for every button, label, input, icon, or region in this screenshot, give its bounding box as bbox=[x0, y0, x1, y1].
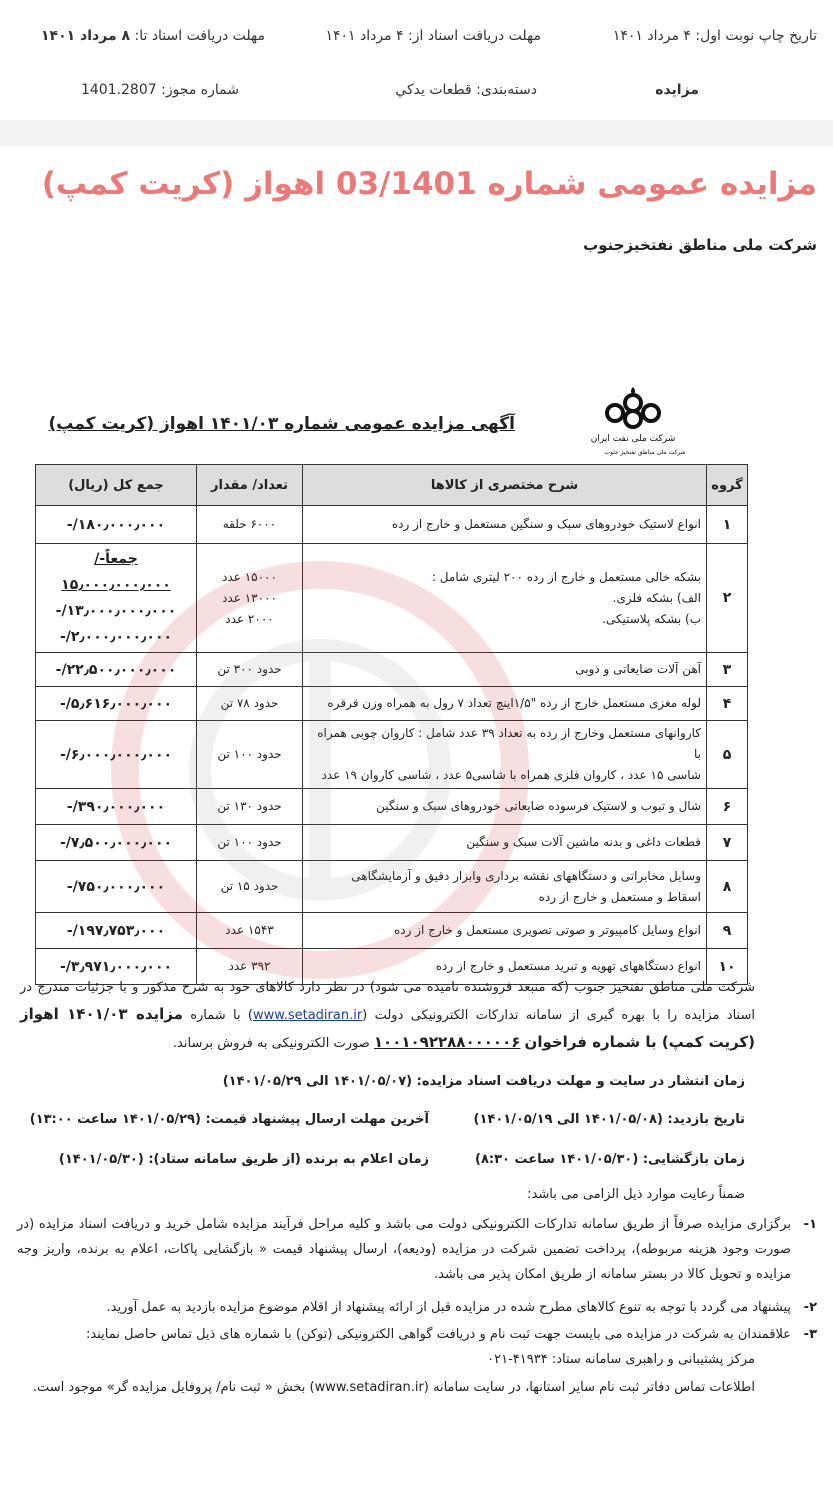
winner-value: (۱۴۰۱/۰۵/۳۰) bbox=[58, 1152, 144, 1167]
cell-quantity bbox=[197, 653, 303, 687]
call-number: ۱۰۰۱۰۹۲۲۸۸۰۰۰۰۰۶ bbox=[373, 1033, 521, 1051]
note-item-3 bbox=[17, 1322, 817, 1347]
cell-quantity-line: ۱۵۴۳ عدد bbox=[225, 923, 274, 937]
table-row bbox=[36, 913, 748, 949]
auction-number: مزایده ۱۴۰۱/۰۳ اهواز (کریت کمپ) با شماره فراخوان bbox=[20, 1005, 755, 1051]
cell-quantity-line: ۱۳۰۰۰ عدد bbox=[222, 590, 277, 605]
publish-label: زمان انتشار در سایت و مهلت دریافت اسناد مزایده: bbox=[416, 1074, 745, 1089]
nioc-logo-icon bbox=[585, 383, 705, 458]
permit-value: 1401.2807 bbox=[80, 82, 157, 98]
cell-total-line: -/۱۳٫۰۰۰٫۰۰۰٫۰۰۰ bbox=[55, 603, 177, 619]
cell-total-line: -/۶٫۰۰۰٫۰۰۰٫۰۰۰ bbox=[59, 746, 173, 763]
setadiran-link[interactable]: www.setadiran.ir bbox=[252, 1008, 363, 1023]
cell-quantity bbox=[197, 506, 303, 544]
opening-label: زمان بازگشایی: bbox=[642, 1152, 745, 1167]
cell-quantity bbox=[197, 861, 303, 913]
table-row bbox=[36, 544, 748, 653]
cell-description-line: شال و تیوب و لاستیک فرسوده ضایعاتی خودروهای سبک و سنگین bbox=[376, 799, 701, 813]
cell-description-line: انواع دستگاههای تهویه و تبرید مستعمل و خارج از رده bbox=[435, 959, 701, 973]
cell-total bbox=[36, 861, 197, 913]
cell-description bbox=[303, 544, 707, 653]
cell-total-line: -/۳٫۹۷۱٫۰۰۰٫۰۰۰ bbox=[59, 958, 173, 975]
deadline-label: آخرین مهلت ارسال پیشنهاد قیمت: bbox=[205, 1112, 429, 1127]
visit-label: تاریخ بازدید: bbox=[667, 1112, 745, 1127]
opening-value: (۱۴۰۱/۰۵/۳۰ ساعت ۸:۳۰) bbox=[475, 1152, 639, 1167]
winner-label: زمان اعلام به برنده (از طریق سامانه ستاد): bbox=[148, 1152, 429, 1167]
cell-group: ۹ bbox=[707, 913, 748, 949]
docs-until-value: ۸ مرداد ۱۴۰۱ bbox=[41, 28, 131, 44]
deadline-value: (۱۴۰۱/۰۵/۲۹ ساعت ۱۳:۰۰) bbox=[29, 1112, 201, 1127]
logo-text: شرکت ملی نفت ایران bbox=[590, 434, 676, 444]
cell-group: ۸ bbox=[707, 861, 748, 913]
note-number: ۳- bbox=[803, 1327, 817, 1342]
page-title: مزایده عمومی شماره 03/1401 اهواز (کریت کمپ) bbox=[41, 166, 817, 202]
cell-quantity bbox=[197, 913, 303, 949]
listing-type: مزایده bbox=[655, 82, 699, 98]
cell-description bbox=[303, 687, 707, 721]
cell-description bbox=[303, 789, 707, 825]
cell-description bbox=[303, 825, 707, 861]
cell-quantity bbox=[197, 789, 303, 825]
cell-total bbox=[36, 913, 197, 949]
cell-description-line: انواع لاستیک خودروهای سبک و سنگین مستعمل و خارج از رده bbox=[391, 517, 701, 531]
cell-group: ۵ bbox=[707, 721, 748, 789]
cell-quantity bbox=[197, 544, 303, 653]
cell-group: ۷ bbox=[707, 825, 748, 861]
cell-description-line: لوله مغزی مستعمل خارج از رده "۱/۵اینچ تعداد ۷ رول به همراه وزن قرقره bbox=[327, 696, 701, 710]
cell-total bbox=[36, 653, 197, 687]
docs-until-label: مهلت دریافت اسناد تا: bbox=[134, 28, 265, 44]
cell-total bbox=[36, 825, 197, 861]
publish-value: (۱۴۰۱/۰۵/۰۷ الی ۱۴۰۱/۰۵/۲۹) bbox=[222, 1074, 413, 1089]
company-name: شرکت ملی مناطق نفتخیزجنوب bbox=[583, 236, 817, 254]
cell-description-line: الف) بشکه فلزی. bbox=[612, 590, 701, 605]
col-quantity: تعداد/ مقدار bbox=[197, 465, 303, 506]
table-row bbox=[36, 506, 748, 544]
col-group: گروه bbox=[707, 465, 748, 506]
cell-description-line: اسقاط و مستعمل و خارج از رده bbox=[538, 889, 701, 904]
cell-description bbox=[303, 913, 707, 949]
cell-total-line: -/۲۲٫۵۰۰٫۰۰۰٫۰۰۰ bbox=[55, 661, 177, 678]
note-item-1 bbox=[17, 1212, 817, 1290]
logo-subtext: شرکت ملی مناطق نفتخیز جنوب bbox=[604, 449, 686, 456]
docs-until bbox=[41, 28, 265, 44]
note-item-2 bbox=[17, 1295, 817, 1320]
listing-header bbox=[0, 0, 833, 120]
cell-quantity-line: ۲۰۰۰ عدد bbox=[225, 611, 274, 626]
intro-paragraph bbox=[20, 975, 755, 1057]
cell-quantity-line: ۱۵۰۰۰ عدد bbox=[222, 569, 277, 584]
cell-quantity bbox=[197, 687, 303, 721]
cell-total-line: -/۷۵۰٫۰۰۰٫۰۰۰ bbox=[66, 878, 166, 895]
note-text: علاقمندان به شرکت در مزایده می بایست جهت ثبت نام و دریافت گواهی الکترونیکی (توکن) با شماره های ذیل تماس حاصل نمایند: bbox=[85, 1327, 791, 1342]
visit-value: (۱۴۰۱/۰۵/۰۸ الی ۱۴۰۱/۰۵/۱۹) bbox=[473, 1112, 663, 1127]
cell-description-line: بشکه خالی مستعمل و خارج از رده ۲۰۰ لیتری شامل : bbox=[431, 569, 701, 584]
cell-description-line: آهن آلات ضایعاتی و ذوبی bbox=[575, 662, 701, 676]
intro-text: شرکت ملی مناطق نفتخیز جنوب (که منبعد فروشنده نامیده می شود) در نظر دارد کالاهای خود به شرح مذکور و با جزئیات مندرج در اسناد مزایده را با بهره گیری از سامانه تدارکات الکترونیکی دولت ( bbox=[20, 980, 755, 1023]
publish-period bbox=[223, 1074, 745, 1089]
table-row bbox=[36, 861, 748, 913]
intro-text-3: صورت الکترونیکی به فروش برساند. bbox=[172, 1036, 374, 1051]
cell-group: ۱۰ bbox=[707, 949, 748, 985]
winner-announcement bbox=[59, 1152, 429, 1167]
cell-group: ۶ bbox=[707, 789, 748, 825]
cell-total bbox=[36, 721, 197, 789]
print-date: تاریخ چاپ نوبت اول: ۴ مرداد ۱۴۰۱ bbox=[612, 28, 817, 44]
col-description: شرح مختصری از کالاها bbox=[303, 465, 707, 506]
cell-quantity-line: حدود ۱۰۰ تن bbox=[217, 747, 282, 761]
table-row bbox=[36, 825, 748, 861]
listing-category: دسته‌بندی: قطعات یدکي bbox=[395, 82, 537, 98]
cell-group: ۱ bbox=[707, 506, 748, 544]
cell-description-line: ب) بشکه پلاستیکی. bbox=[602, 611, 701, 626]
cell-total-line: -/۲٫۰۰۰٫۰۰۰٫۰۰۰ bbox=[59, 629, 173, 645]
cell-description bbox=[303, 653, 707, 687]
items-table bbox=[35, 464, 748, 985]
support-center: مرکز پشتیبانی و راهبری سامانه ستاد: ۴۱۹۳۴-۰۲۱ bbox=[487, 1352, 755, 1367]
cell-group: ۴ bbox=[707, 687, 748, 721]
cell-total-line: -/۷٫۵۰۰٫۰۰۰٫۰۰۰ bbox=[59, 834, 173, 851]
notes-intro: ضمناً رعایت موارد ذیل الزامی می باشد: bbox=[527, 1187, 745, 1202]
cell-quantity-line: ۶۰۰۰ حلقه bbox=[222, 517, 277, 531]
cell-quantity-line: حدود ۱۰۰ تن bbox=[217, 835, 282, 849]
table-row bbox=[36, 789, 748, 825]
cell-total-line: -/۵٫۶۱۶٫۰۰۰٫۰۰۰ bbox=[59, 695, 173, 712]
col-total: جمع کل (ریال) bbox=[36, 465, 197, 506]
cell-description-line: کاروانهای مستعمل وخارج از رده به تعداد ۳۹ عدد شامل : کاروان چوبی همراه با bbox=[317, 726, 701, 761]
cell-description bbox=[303, 506, 707, 544]
table-row bbox=[36, 653, 748, 687]
cell-quantity-line: حدود ۷۸ تن bbox=[220, 696, 279, 710]
cell-quantity-line: ۳۹۲ عدد bbox=[228, 959, 271, 973]
cell-quantity-line: حدود ۱۳۰ تن bbox=[217, 799, 282, 813]
cell-total bbox=[36, 687, 197, 721]
cell-total-line: -/۳۹۰٫۰۰۰٫۰۰۰ bbox=[66, 798, 166, 815]
cell-total bbox=[36, 789, 197, 825]
cell-total-line: -/۱۸۰٫۰۰۰٫۰۰۰ bbox=[66, 516, 166, 533]
cell-description bbox=[303, 721, 707, 789]
table-header-row bbox=[36, 465, 748, 506]
opening-time bbox=[475, 1152, 745, 1167]
visit-date bbox=[474, 1112, 745, 1127]
permit-label: شماره مجوز: bbox=[161, 82, 239, 98]
docs-from: مهلت دریافت اسناد از: ۴ مرداد ۱۴۰۱ bbox=[325, 28, 541, 44]
cell-description-line: انواع وسایل کامپیوتر و صوتی تصویری مستعمل و خارج از رده bbox=[393, 923, 701, 937]
note-text: برگزاری مزایده صرفاً از طریق سامانه تدارکات الکترونیکی دولت می باشد و کلیه مراحل فرآیند مزایده شامل خرید و دریافت اسناد مزایده (در صورت وجود هزینه مربوطه)، پرداخت تضمین شرکت در مزایده (ودیعه)، ارسال پیشنهاد قیمت « بازگشایی پاکات، اعلام به برنده، واریز وجه مزایده و تحویل کالا در بستر سامانه از طریق امکان پذیر می باشد. bbox=[17, 1217, 791, 1282]
note-text: پیشنهاد می گردد با توجه به تنوع کالاهای مطرح شده در مزایده قبل از ارائه پیشنهاد از اقلام موضوع مزایده بازدید به عمل آورید. bbox=[106, 1300, 791, 1315]
bid-deadline bbox=[30, 1112, 429, 1127]
notice-title: آگهی مزایده عمومی شماره ۱۴۰۱/۰۳ اهواز (کریت کمپ) bbox=[48, 414, 515, 434]
cell-quantity-line: حدود ۱۵ تن bbox=[220, 879, 279, 893]
cell-quantity-line: حدود ۳۰۰ تن bbox=[217, 662, 282, 676]
cell-total-line: جمعاً-/۱۵٫۰۰۰٫۰۰۰٫۰۰۰ bbox=[61, 551, 171, 593]
cell-description-line: شاسی ۱۵ عدد ، کاروان فلزی همراه با شاسی۵ عدد ، شاسی کاروان ۱۹ عدد bbox=[321, 768, 701, 782]
cell-total bbox=[36, 506, 197, 544]
cell-total-line: -/۱۹۷٫۷۵۳٫۰۰۰ bbox=[66, 922, 166, 939]
cell-quantity bbox=[197, 825, 303, 861]
cell-group: ۲ bbox=[707, 544, 748, 653]
cell-group: ۳ bbox=[707, 653, 748, 687]
cell-description-line: قطعات داغی و بدنه ماشین آلات سبک و سنگین bbox=[466, 835, 701, 849]
company-logo bbox=[585, 383, 705, 458]
note-number: ۲- bbox=[803, 1300, 817, 1315]
note-number: ۱- bbox=[803, 1217, 817, 1232]
provincial-offices: اطلاعات تماس دفاتر ثبت نام سایر استانها، در سایت سامانه (www.setadiran.ir) بخش « ثبت نام/ پروفایل مزایده گر» موجود است. bbox=[32, 1380, 755, 1395]
cell-total bbox=[36, 544, 197, 653]
table-row bbox=[36, 721, 748, 789]
cell-quantity bbox=[197, 721, 303, 789]
permit-number bbox=[81, 82, 239, 98]
cell-description bbox=[303, 861, 707, 913]
intro-text-2: ) با شماره bbox=[182, 1008, 253, 1023]
table-row bbox=[36, 687, 748, 721]
cell-description-line: وسایل مخابراتی و دستگاههای نقشه برداری وابزار دقیق و آزمایشگاهی bbox=[351, 868, 701, 883]
